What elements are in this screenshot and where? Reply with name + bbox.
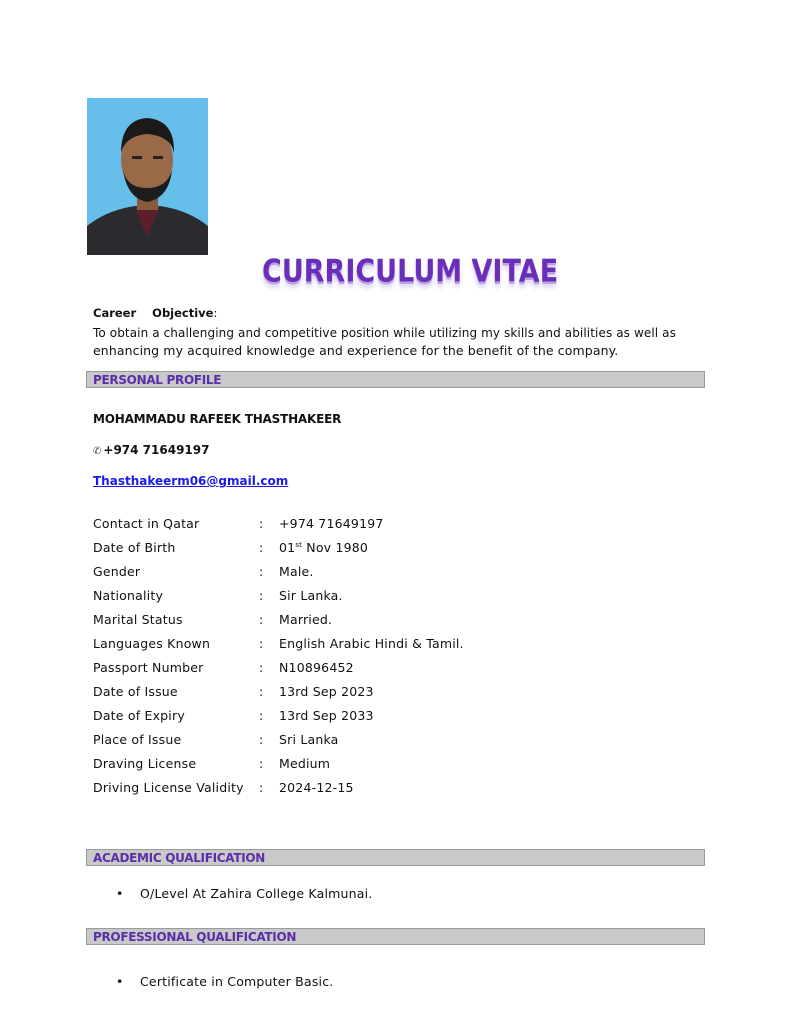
detail-separator: : [259, 683, 264, 699]
detail-value: +974 71649197 [279, 515, 384, 531]
detail-row [93, 607, 464, 631]
list-item-text: Certificate in Computer Basic. [140, 974, 334, 989]
detail-separator: : [259, 515, 264, 531]
detail-row [93, 679, 464, 703]
detail-row [93, 511, 464, 535]
bullet-icon: • [116, 974, 124, 989]
detail-key: Languages Known [93, 635, 211, 651]
detail-key: Date of Expiry [93, 707, 185, 723]
detail-value: Sir Lanka. [279, 587, 343, 603]
dob-ordinal: st [295, 540, 303, 549]
list-item-professional [116, 974, 333, 989]
detail-separator: : [259, 611, 264, 627]
section-title: PROFESSIONAL QUALIFICATION [93, 930, 297, 944]
detail-separator: : [259, 587, 264, 603]
dob-day: 01 [279, 539, 296, 555]
detail-key: Date of Birth [93, 539, 176, 555]
profile-photo [87, 98, 208, 255]
career-objective-text [93, 325, 693, 359]
detail-value: Medium [279, 755, 331, 771]
section-title: PERSONAL PROFILE [93, 373, 222, 387]
detail-key: Draving License [93, 755, 197, 771]
detail-row [93, 727, 464, 751]
detail-row [93, 535, 464, 559]
personal-details-list [93, 511, 464, 799]
detail-value: 13rd Sep 2023 [279, 683, 374, 699]
career-objective-line-1: To obtain a challenging and competitive position while utilizing my skills and abilities as well as [93, 326, 676, 340]
detail-value [279, 540, 368, 555]
detail-value: English Arabic Hindi & Tamil. [279, 635, 464, 651]
detail-separator: : [259, 539, 264, 555]
detail-row [93, 751, 464, 775]
career-objective-label [93, 306, 217, 320]
email-link[interactable]: Thasthakeerm06@gmail.com [93, 474, 289, 488]
phone-icon: ✆ [93, 446, 102, 457]
career-label-word-2: Objective [152, 306, 214, 320]
detail-row [93, 559, 464, 583]
detail-key: Contact in Qatar [93, 515, 200, 531]
career-label-colon: : [213, 306, 218, 320]
career-label-word-1: Career [93, 306, 137, 320]
list-item-academic [116, 886, 372, 901]
detail-key: Marital Status [93, 611, 183, 627]
detail-separator: : [259, 755, 264, 771]
document-title: CURRICULUM VITAE [262, 254, 559, 290]
detail-value: N10896452 [279, 659, 354, 675]
detail-separator: : [259, 635, 264, 651]
detail-key: Driving License Validity [93, 779, 244, 795]
detail-separator: : [259, 731, 264, 747]
detail-value: 2024-12-15 [279, 779, 354, 795]
detail-key: Nationality [93, 587, 164, 603]
detail-value: Male. [279, 563, 314, 579]
detail-row [93, 703, 464, 727]
detail-key: Date of Issue [93, 683, 178, 699]
phone-line [93, 443, 209, 457]
full-name: MOHAMMADU RAFEEK THASTHAKEER [93, 412, 342, 426]
detail-key: Gender [93, 563, 141, 579]
detail-separator: : [259, 779, 264, 795]
detail-value: Sri Lanka [279, 731, 339, 747]
bullet-icon: • [116, 886, 124, 901]
detail-value: 13rd Sep 2033 [279, 707, 374, 723]
section-header-professional-qualification [86, 928, 705, 945]
detail-row [93, 655, 464, 679]
phone-number: +974 71649197 [103, 443, 210, 457]
detail-key: Place of Issue [93, 731, 182, 747]
detail-row [93, 775, 464, 799]
detail-row [93, 583, 464, 607]
dob-rest: Nov 1980 [302, 539, 369, 555]
section-header-academic-qualification [86, 849, 705, 866]
career-objective-line-2: enhancing my acquired knowledge and experience for the benefit of the company. [93, 343, 619, 358]
section-title: ACADEMIC QUALIFICATION [93, 851, 266, 865]
section-header-personal-profile [86, 371, 705, 388]
detail-key: Passport Number [93, 659, 204, 675]
detail-separator: : [259, 659, 264, 675]
detail-separator: : [259, 707, 264, 723]
detail-separator: : [259, 563, 264, 579]
detail-row [93, 631, 464, 655]
detail-value: Married. [279, 611, 333, 627]
list-item-text: O/Level At Zahira College Kalmunai. [140, 886, 373, 901]
